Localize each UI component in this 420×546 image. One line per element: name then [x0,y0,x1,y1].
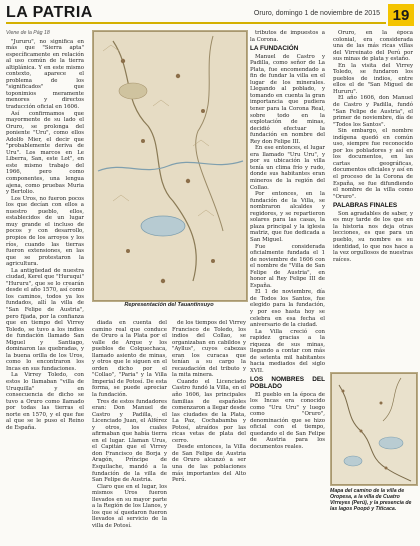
route-map-image [330,372,418,486]
article-paragraph: Por entonces, en la fundación de la Villa, se nombraron alcaldes y regidores, y se repartieron solares para las casas, la plaza principal y la iglesia matriz, que fue dedicada a San Miguel. [250,191,325,243]
route-map-illustration [331,373,417,485]
section-heading: LA FUNDACIÓN [250,45,299,53]
article-paragraph: Oruro, en la época colonial, era considerada una de las más ricas villas del Virreinato del Perú por sus minas de plata y estaño. [333,30,413,63]
article-paragraph: tributos de impuestos a la Corona. [250,30,325,43]
column-2-body [92,320,167,530]
article-paragraph: diada en cuenta del camino real que conduce de Oruro a la Plata por el valle de Arque y los pueblos de Colquechaca, llamado asiento de minas, y otros que le siguen en el orden dicho por el "Collao", "Paria" y la Villa Imperial de Potosí. De esta forma, se puede apreciar la fundación. [92,320,167,399]
article-paragraph: La Virrey Toledo, con estos lo llamaban "villa de Uruquilla" y en consecuencia de dicho se tuvo a Oruro como llamado por todas las tierras el norte en 1570, y el que fue al que se le puso el Reino de España. [6,372,84,431]
article-paragraph: "Jururu", no significa en más que "Sierra apta" específicamente en relación al uso común de la tierra altiplánica. Y en este mismo contexto, aparece el problema de los "significados" que toponimios meramente menores y directos traducción oficial en 1606. [6,38,84,111]
column-3-body [172,320,246,484]
article-paragraph: Claro que en el lugar, los mismos Uros fueron llevados en su mayor parte a la Región de los Llanos, y los que sí quedaron fueron llevados al servicio de la villa de Potosí. [92,483,167,529]
article-paragraph: En la visita del Virrey Toledo, se fundaron los pueblos de indios, entre ellos el de "San Miguel de Hururu". [333,62,413,95]
dateline: Oruro, domingo 1 de noviembre de 2015 [253,10,380,17]
article-paragraph: En ese entonces, el lugar era llamado "Uru Uru", y por su ubicación la villa tenía un clima frío y rudo, donde sus habitantes eran mineros de la región del Collao. [250,145,325,191]
column-5 [333,30,413,370]
article-paragraph: Cuando el Licenciado Castro fundó la Villa, en el año 1606, las principales familias de españoles comenzaron a llegar desde las ciudades de la Plata, La Paz, Cochabamba y Potosí, atraídos por las ricas vetas de plata del cerro. [172,378,246,444]
column-3 [172,320,246,540]
column-1 [6,30,84,540]
article-paragraph: Los Uros, no fueron pocos los que decían con ellos a nuestro pueblo, ellos, establecidos de un lugar muy grande el incluso de pocos y con desarrollo, propios de los arroyos y los ríos, cuando las tierras fueron extensiones, en las que se protestaron la agricultura. [6,195,84,268]
page-number-badge: 19 [388,4,414,26]
column-4 [250,30,325,540]
article-paragraph: Tres de estos fundadores eran: Don Manuel de Castro y Padilla, el Licenciado Juan, el Alférez y otros, los cuales afirmaban que había tierra en el lugar. Llaman Urus, el Capitán que el Virrey don Francisco de Borja y Aragón, Príncipe de Esquilache, mandó a la fundación de la villa de San Felipe de Austria. [92,398,167,484]
article-paragraph: Fue considerada oficialmente fundada el 1 de noviembre de 1606 con el nombre de "Villa de San Felipe de Austria", en honor al Rey Felipe III de España. [250,243,325,289]
article-paragraph: Sin embargo, el nombre indígena quedó en común uso, siempre fue reconocido por los pobladores y así en los documentos, en las cartas geográficas, documentos oficiales y así en el proceso de la Corona de España, se fue difundiendo el nombre de la villa como "Oruro". [333,128,413,200]
article-paragraph: Así confirmamos que mayormente de su lado el Oruro, se prolonga del poniente "Uru", como ellos Adolfo Mier, el decir que "probablemente deriva de Uru". Los marcos en Le Liberra, San, este Lot", en este mismo trabajo del 1966, pero como componentes, una lengua ajena, como pruebas Muria y Bertolio. [6,110,84,196]
map-caption-route: Mapa del camino de la villa de Oropesa, a la villa de Cuatro Virreyes (Perú), y la presencia de las lagos Poopó y Titicaca. [330,488,412,512]
column-5-body [333,30,413,263]
article-paragraph: El 1 de noviembre, día de Todos los Santos, fue elegido para la fundación, y por eso hasta hoy se celebra en esa fecha el aniversario de la ciudad. [250,289,325,329]
article-paragraph: Son agradables de saber, y es muy tarde de los que en la historia nos deja otras lecciones, es que para un pueblo, su nombre es su identidad, lo que nos hace a la vez orgullosos de nuestras raíces. [333,210,413,263]
article-paragraph: Manuel de Castro y Padilla, como señor de La Plata, fue encomendado a fin de fundar la villa en el lugar de los minerales. Llegando al poblado, y tomando en cuenta la gran importancia que pudiera tener para la Corona Real, sobre todo en la explotación de minas, decidió efectuar la fundación en nombre del Rey don Felipe III. [250,53,325,145]
article-paragraph: de los tiempos del Virrey Francisco de Toledo, los indios del Collao, se organizaban en cabildos y "Ayllus", cuyos cabezas eran los curacas que tenían a su cargo la recaudación del tributo y la mita minera. [172,320,246,379]
column-1-body [6,39,84,432]
tauantinsuyo-map-illustration [93,31,247,301]
section-heading: LOS NOMBRES DEL POBLADO [250,376,325,390]
tauantinsuyo-map-image [92,30,248,302]
publication-title: LA PATRIA [6,4,93,21]
article-paragraph: El año 1606, don Manuel de Castro y Padilla, fundó "San Felipe de Austria", el primer de noviembre, día de "Todos los Santos". [333,95,413,128]
header-rule [6,22,386,24]
article-paragraph: Desde entonces, la Villa de San Felipe de Austria de Oruro alcanzó a ser una de las poblaciones más importantes del Alto Perú. [172,444,246,484]
column-2 [92,320,167,540]
article-paragraph: La antigüedad de nuestra ciudad, Kerel que "Huruqui" "Hururu", que se lo crearán desde el año 1570, así como los caminos, todos ya los fundados, allí la villa de "San Felipe de Austria", pero fijada, por la confianza que en tiempo del Virrey Toledo, se tuvo a los indios de fundación llamado San Miguel y Santiago, dominaron las quebradas, y la buena orilla de los Uros, como lo encontraron los Incas en sus fundaciones. [6,267,84,372]
column-4-body [250,30,325,450]
continued-from-kicker: Viene de la Pág 18 [6,30,50,36]
map-caption-tauantinsuyo: Representación del Tauantinsuyo [124,302,214,308]
section-heading: PALABRAS FINALES [333,202,398,210]
article-paragraph: La Villa creció con rapidez gracias a la riqueza de sus minas, llegando a contar con más de setenta mil habitantes hacia mediados del siglo XVII. [250,328,325,374]
page-header [0,0,420,26]
article-paragraph: El pueblo en la época de los Incas era conocido como "Uru Uru" y luego como "Oruro", denominación que se hizo oficial con el tiempo, quedando el de San Felipe de Austria para los documentos reales. [250,391,325,450]
